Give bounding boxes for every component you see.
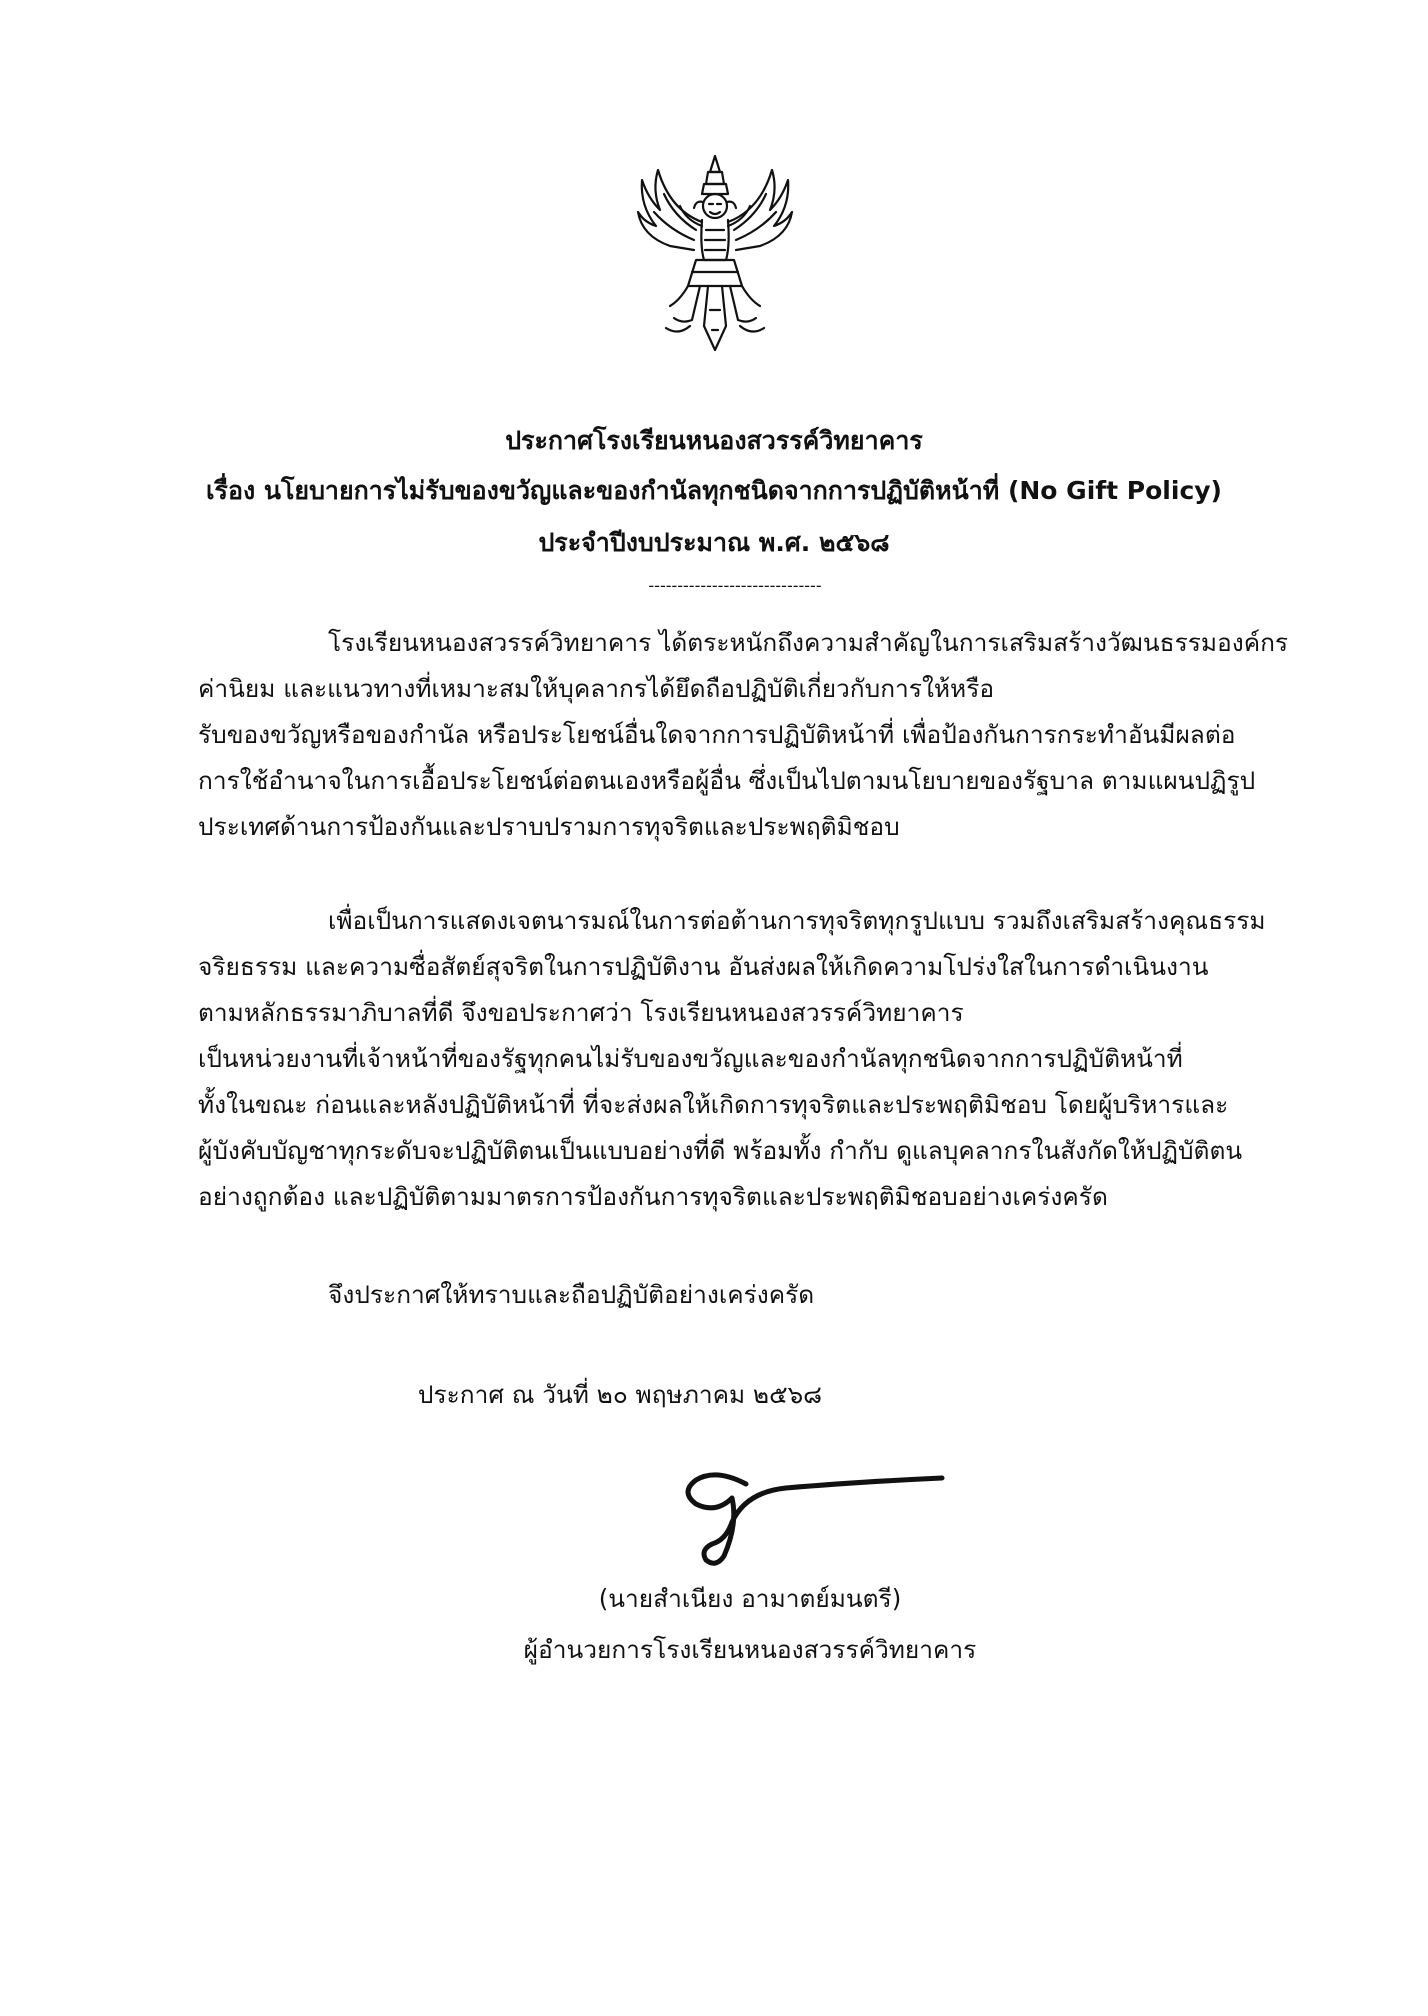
announcement-date: ประกาศ ณ วันที่ ๒๐ พฤษภาคม ๒๕๖๘ xyxy=(417,1380,823,1409)
fiscal-year: ประจำปีงบประมาณ พ.ศ. ๒๕๖๘ xyxy=(538,528,890,557)
signer-position: ผู้อำนวยการโรงเรียนหนองสวรรค์วิทยาคาร xyxy=(523,1635,977,1664)
paragraph-line: ประเทศด้านการป้องกันและปราบปรามการทุจริตและประพฤติมิชอบ xyxy=(198,812,900,841)
signature-icon xyxy=(676,1464,946,1574)
paragraph-2 xyxy=(198,898,1266,1220)
paragraph-line: ทั้งในขณะ ก่อนและหลังปฏิบัติหน้าที่ ที่จะส่งผลให้เกิดการทุจริตและประพฤติมิชอบ โดยผู้บริหารและ xyxy=(198,1090,1229,1119)
paragraph-line: เพื่อเป็นการแสดงเจตนารมณ์ในการต่อต้านการทุจริตทุกรูปแบบ รวมถึงเสริมสร้างคุณธรรม xyxy=(328,906,1266,935)
garuda-emblem-icon xyxy=(630,150,800,356)
paragraph-line: ตามหลักธรรมาภิบาลที่ดี จึงขอประกาศว่า โรงเรียนหนองสวรรค์วิทยาคาร xyxy=(198,998,964,1027)
paragraph-line: รับของขวัญหรือของกำนัล หรือประโยชน์อื่นใดจากการปฏิบัติหน้าที่ เพื่อป้องกันการกระทำอันมีผลต่อ xyxy=(198,720,1236,749)
paragraph-line: ค่านิยม และแนวทางที่เหมาะสมให้บุคลากรได้ยึดถือปฏิบัติเกี่ยวกับการให้หรือ xyxy=(198,674,995,703)
announcement-subject: เรื่อง นโยบายการไม่รับของขวัญและของกำนัลทุกชนิดจากการปฏิบัติหน้าที่ (No Gift Policy) xyxy=(206,476,1222,505)
closing-statement xyxy=(198,1272,1258,1318)
paragraph-line: จริยธรรม และความซื่อสัตย์สุจริตในการปฏิบัติงาน อันส่งผลให้เกิดความโปร่งใสในการดำเนินงาน xyxy=(198,952,1209,981)
paragraph-line: การใช้อำนาจในการเอื้อประโยชน์ต่อตนเองหรือผู้อื่น ซึ่งเป็นไปตามนโยบายของรัฐบาล ตามแผนปฏิรูป xyxy=(198,766,1256,795)
separator-line: ------------------------------ xyxy=(648,576,822,595)
announcement-title: ประกาศโรงเรียนหนองสวรรค์วิทยาคาร xyxy=(505,426,923,455)
paragraph-line: ผู้บังคับบัญชาทุกระดับจะปฏิบัติตนเป็นแบบอย่างที่ดี พร้อมทั้ง กำกับ ดูแลบุคลากรในสังกัดให้ปฏิบัติตน xyxy=(198,1136,1243,1165)
paragraph-1 xyxy=(198,620,1289,850)
paragraph-line: อย่างถูกต้อง และปฏิบัติตามมาตรการป้องกันการทุจริตและประพฤติมิชอบอย่างเคร่งครัด xyxy=(198,1182,1108,1211)
closing-line: จึงประกาศให้ทราบและถือปฏิบัติอย่างเคร่งครัด xyxy=(328,1280,815,1309)
paragraph-line: เป็นหน่วยงานที่เจ้าหน้าที่ของรัฐทุกคนไม่รับของขวัญและของกำนัลทุกชนิดจากการปฏิบัติหน้าที่ xyxy=(198,1044,1183,1073)
signer-name: (นายสำเนียง อามาตย์มนตรี) xyxy=(598,1584,902,1613)
paragraph-line: โรงเรียนหนองสวรรค์วิทยาคาร ได้ตระหนักถึงความสำคัญในการเสริมสร้างวัฒนธรรมองค์กร xyxy=(328,628,1289,657)
